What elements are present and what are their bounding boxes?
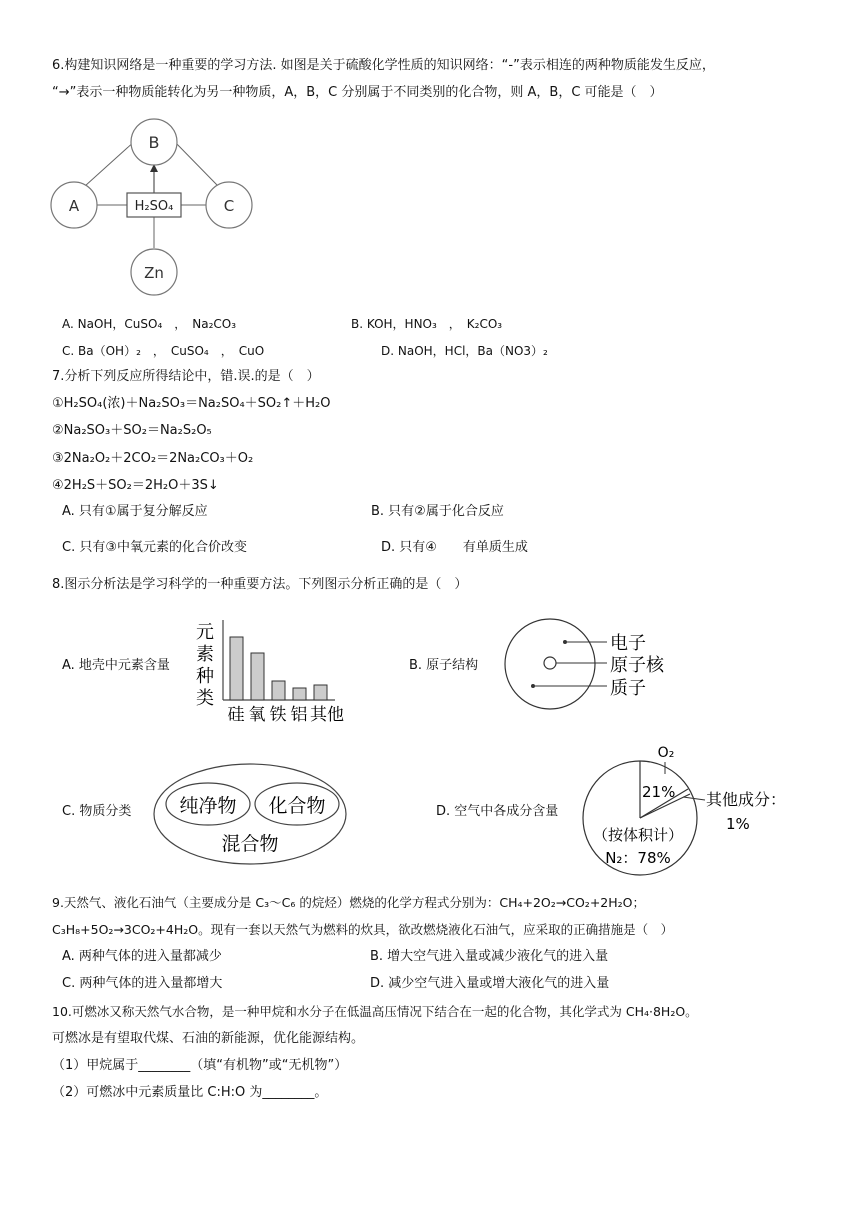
a-ylabel-4: 类	[196, 688, 214, 709]
q7-option-a[interactable]: A. 只有①属于复分解反应	[62, 504, 208, 519]
pie-other-label: 其他成分：	[706, 790, 787, 809]
bar-silicon	[230, 637, 243, 700]
q7-reaction-1: ①H₂SO₄(浓)＋Na₂SO₃＝Na₂SO₄＋SO₂↑＋H₂O	[52, 396, 331, 411]
q6-diagram	[48, 112, 263, 302]
node-h2so4-label: H₂SO₄	[134, 199, 174, 214]
pie-other-pct: 1%	[726, 815, 750, 833]
a-ylabel-3: 种	[196, 666, 214, 687]
q8-c-classification-diagram	[150, 760, 355, 870]
q6-stem-line2: “→”表示一种物质能转化为另一种物质，A，B，C 分别属于不同类别的化合物，则 A，B，C 可能是（ ）	[52, 85, 663, 100]
q8-option-c-label[interactable]: C. 物质分类	[62, 804, 132, 819]
a-cat-oxygen: 氧	[248, 705, 266, 725]
pure-substance-label: 纯净物	[179, 795, 237, 817]
q6-option-b[interactable]: B. KOH，HNO₃ ， K₂CO₃	[351, 317, 503, 331]
q6-option-c[interactable]: C. Ba（OH）₂ ， CuSO₄ ， CuO	[62, 344, 265, 358]
pie-o2-pct: 21%	[642, 783, 676, 801]
q8-a-bar-chart	[193, 616, 353, 726]
node-c-label: C	[223, 197, 235, 215]
q7-reaction-3: ③2Na₂O₂＋2CO₂＝2Na₂CO₃＋O₂	[52, 451, 254, 466]
bar-oxygen	[251, 653, 264, 700]
q7-reaction-4: ④2H₂S＋SO₂＝2H₂O＋3S↓	[52, 478, 219, 493]
atom-proton-label: 质子	[610, 678, 646, 699]
a-cat-aluminium: 铝	[290, 705, 308, 725]
atom-nucleus-label: 原子核	[610, 655, 664, 676]
q8-option-b-label[interactable]: B. 原子结构	[409, 658, 479, 673]
atom-electron-label: 电子	[610, 633, 646, 654]
q9-option-a[interactable]: A. 两种气体的进入量都减少	[62, 949, 222, 964]
pie-o2-label: O₂	[657, 745, 675, 761]
compound-label: 化合物	[268, 795, 326, 817]
q9-stem-line1: 9.天然气、液化石油气（主要成分是 C₃～C₆ 的烷烃）燃烧的化学方程式分别为：CH₄+2O₂→CO₂+2H₂O；	[52, 895, 645, 910]
q6-option-d[interactable]: D. NaOH，HCl，Ba（NO3）₂	[381, 344, 548, 358]
a-cat-iron: 铁	[269, 705, 287, 725]
q8-d-air-pie-chart	[580, 740, 810, 880]
q7-stem: 7.分析下列反应所得结论中，错.误.的是（ ）	[52, 369, 320, 384]
q6-stem-line1: 6.构建知识网络是一种重要的学习方法. 如图是关于硫酸化学性质的知识网络：“-”表示相连的两种物质能发生反应，	[52, 58, 715, 73]
q9-option-c[interactable]: C. 两种气体的进入量都增大	[62, 976, 223, 991]
pie-n2-label: N₂：78%	[605, 849, 671, 867]
bar-iron	[272, 681, 285, 700]
q9-option-b[interactable]: B. 增大空气进入量或减少液化气的进入量	[370, 949, 609, 964]
q7-option-d[interactable]: D. 只有④ 有单质生成	[381, 540, 528, 555]
q7-option-b[interactable]: B. 只有②属于化合反应	[371, 504, 504, 519]
pie-basis-label: （按体积计）	[592, 826, 684, 844]
q9-option-d[interactable]: D. 减少空气进入量或增大液化气的进入量	[370, 976, 610, 991]
node-a-label: A	[68, 197, 80, 215]
q7-option-c[interactable]: C. 只有③中氧元素的化合价改变	[62, 540, 247, 555]
q6-option-a[interactable]: A. NaOH，CuSO₄ ， Na₂CO₃	[62, 317, 237, 331]
q8-option-a-label[interactable]: A. 地壳中元素含量	[62, 658, 170, 673]
bar-other	[314, 685, 327, 700]
q8-option-d-label[interactable]: D. 空气中各成分含量	[436, 804, 559, 819]
a-ylabel-1: 元	[196, 622, 214, 643]
a-ylabel-2: 素	[196, 644, 214, 665]
q8-stem: 8.图示分析法是学习科学的一种重要方法。下列图示分析正确的是（ ）	[52, 577, 468, 592]
q10-sub-question-2[interactable]: （2）可燃冰中元素质量比 C:H:O 为________。	[52, 1085, 328, 1100]
node-b-label: B	[148, 133, 160, 152]
bar-aluminium	[293, 688, 306, 700]
mixture-label: 混合物	[221, 833, 279, 855]
q8-b-atom-diagram	[490, 616, 680, 716]
q10-sub-question-1[interactable]: （1）甲烷属于________（填“有机物”或“无机物”）	[52, 1058, 348, 1073]
q7-reaction-2: ②Na₂SO₃＋SO₂＝Na₂S₂O₅	[52, 423, 212, 438]
q10-stem-line2: 可燃冰是有望取代煤、石油的新能源，优化能源结构。	[52, 1031, 365, 1046]
q10-stem-line1: 10.可燃冰又称天然气水合物，是一种甲烷和水分子在低温高压情况下结合在一起的化合物，其化学式为 CH₄·8H₂O。	[52, 1004, 698, 1019]
q9-stem-line2: C₃H₈+5O₂→3CO₂+4H₂O。现有一套以天然气为燃料的炊具，欲改燃烧液化石油气，应采取的正确措施是（ ）	[52, 922, 674, 937]
node-zn-label: Zn	[144, 264, 164, 282]
a-cat-other: 其他	[310, 705, 344, 725]
atom-nucleus	[544, 657, 556, 669]
a-cat-silicon: 硅	[227, 705, 245, 725]
